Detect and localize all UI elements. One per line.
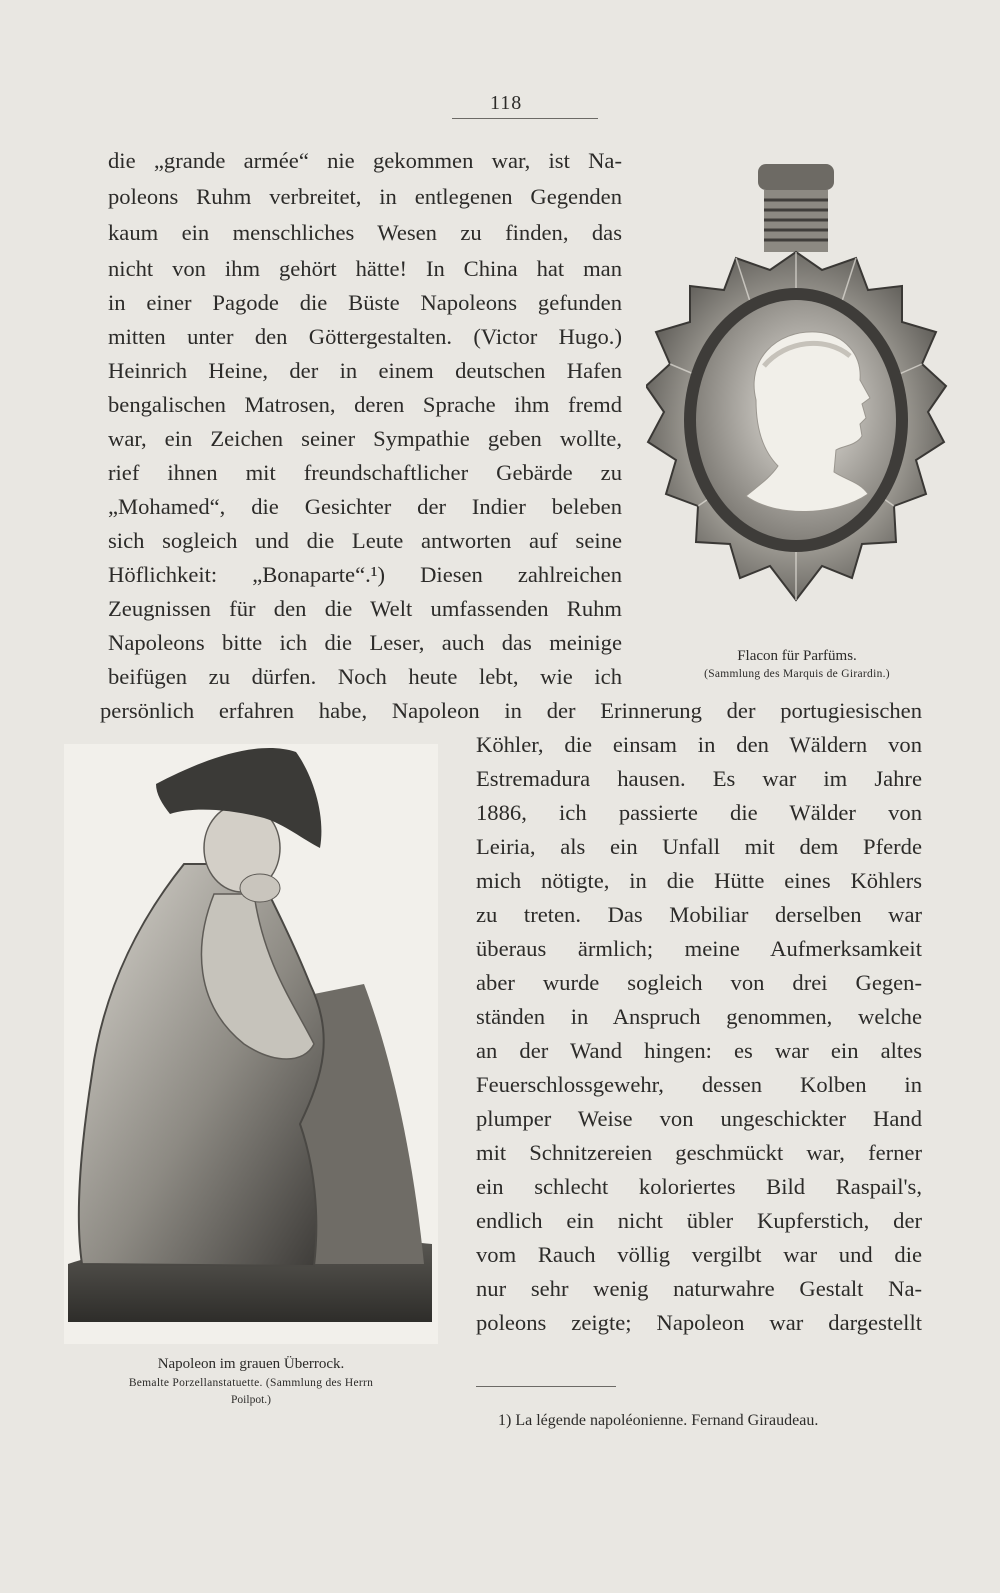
text-line: poleons zeigte; Napoleon war dargestellt — [476, 1310, 922, 1335]
text-line: an der Wand hingen: es war ein altes — [476, 1038, 922, 1063]
text-line: kaum ein menschliches Wesen zu finden, das — [108, 220, 622, 245]
text-line: Heinrich Heine, der in einem deutschen Hafen — [108, 358, 622, 383]
footnote — [498, 1412, 928, 1430]
text-line: die „grande armée“ nie gekommen war, ist Na- — [108, 148, 622, 173]
text-line: in einer Pagode die Büste Napoleons gefunden — [108, 290, 622, 315]
footnote-text: La légende napoléonienne. Fernand Giraudeau. — [515, 1412, 819, 1429]
statue-illustration — [64, 744, 438, 1344]
text-line: nicht von ihm gehört hätte! In China hat man — [108, 256, 622, 281]
bottle-caption: Flacon für Parfüms. — [737, 648, 857, 664]
bottle-credit: (Sammlung des Marquis de Girardin.) — [704, 668, 890, 680]
text-line: „Mohamed“, die Gesichter der Indier beleben — [108, 494, 622, 519]
footnote-mark: 1) — [498, 1412, 512, 1429]
text-line: Leiria, als ein Unfall mit dem Pferde — [476, 834, 922, 859]
perfume-bottle-figure — [646, 160, 948, 642]
text-line: Feuerschlossgewehr, dessen Kolben in — [476, 1072, 922, 1097]
statue-credit: Bemalte Porzellanstatuette. (Sammlung des Herrn — [128, 1377, 374, 1389]
text-line: sich sogleich und die Leute antworten auf seine — [108, 528, 622, 553]
text-line: aber wurde sogleich von drei Gegen- — [476, 970, 922, 995]
text-line: poleons Ruhm verbreitet, in entlegenen Gegenden — [108, 184, 622, 209]
text-line-full-width: persönlich erfahren habe, Napoleon in der Erinnerung der portugiesischen — [100, 698, 922, 723]
text-line: Zeugnissen für den die Welt umfassenden Ruhm — [108, 596, 622, 621]
text-line: 1886, ich passierte die Wälder von — [476, 800, 922, 825]
statue-caption: Napoleon im grauen Überrock. — [157, 1356, 345, 1372]
text-line: rief ihnen mit freundschaftlicher Gebärde zu — [108, 460, 622, 485]
text-line: nur sehr wenig naturwahre Gestalt Na- — [476, 1276, 922, 1301]
cameo-profile — [746, 332, 870, 512]
text-line: Estremadura hausen. Es war im Jahre — [476, 766, 922, 791]
text-line: ein schlecht koloriertes Bild Raspail's, — [476, 1174, 922, 1199]
text-line: ständen in Anspruch genommen, welche — [476, 1004, 922, 1029]
text-line: Köhler, die einsam in den Wäldern von — [476, 732, 922, 757]
page-number: 118 — [490, 92, 523, 114]
text-line: war, ein Zeichen seiner Sympathie geben wollte, — [108, 426, 622, 451]
text-line: bengalischen Matrosen, deren Sprache ihm fremd — [108, 392, 622, 417]
header-rule — [452, 118, 598, 119]
text-line: überaus ärmlich; meine Aufmerksamkeit — [476, 936, 922, 961]
text-line: zu treten. Das Mobiliar derselben war — [476, 902, 922, 927]
statue-figure — [64, 744, 438, 1344]
text-line: mich nötigte, in die Hütte eines Köhlers — [476, 868, 922, 893]
perfume-bottle-illustration — [646, 160, 948, 642]
text-line: mitten unter den Göttergestalten. (Victor Hugo.) — [108, 324, 622, 349]
statue-credit-cont: Poilpot.) — [231, 1394, 271, 1406]
text-line: plumper Weise von ungeschickter Hand — [476, 1106, 922, 1131]
text-line: vom Rauch völlig vergilbt war und die — [476, 1242, 922, 1267]
text-line: endlich ein nicht übler Kupferstich, der — [476, 1208, 922, 1233]
footnote-rule — [476, 1386, 616, 1387]
text-line: mit Schnitzereien geschmückt war, ferner — [476, 1140, 922, 1165]
text-line: Napoleons bitte ich die Leser, auch das meinige — [108, 630, 622, 655]
text-line: beifügen zu dürfen. Noch heute lebt, wie ich — [108, 664, 622, 689]
text-line: Höflichkeit: „Bonaparte“.¹) Diesen zahlreichen — [108, 562, 622, 587]
